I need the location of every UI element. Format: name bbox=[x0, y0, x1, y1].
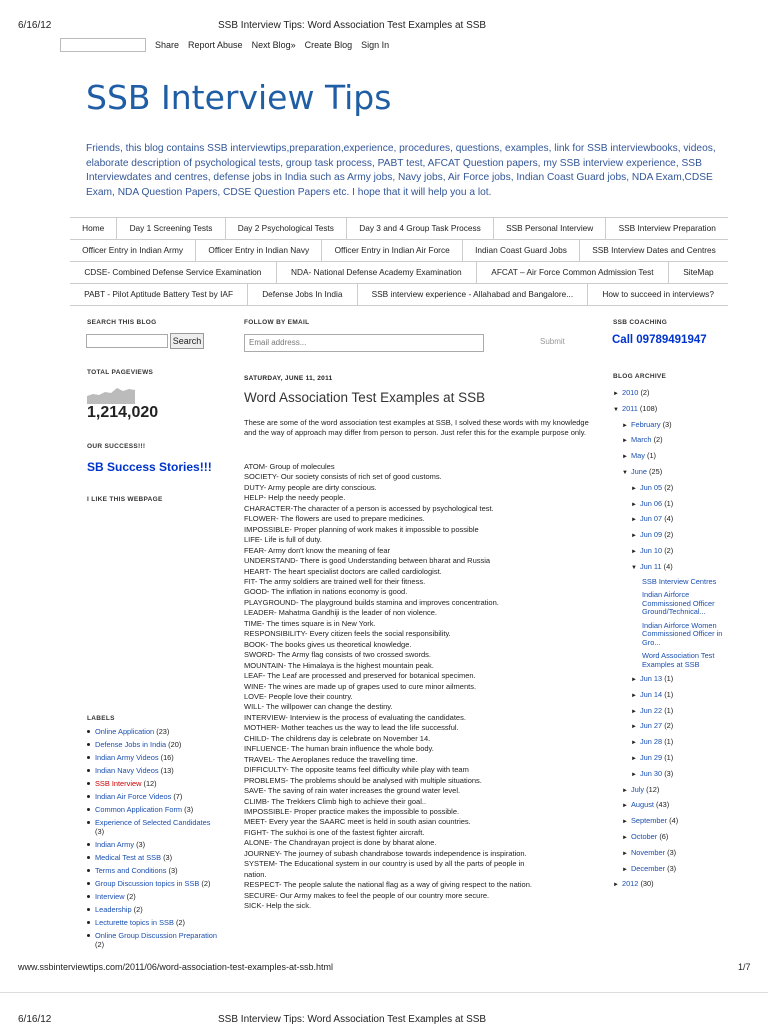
archive-label[interactable]: 2011 bbox=[621, 403, 638, 413]
archive-count: (1) bbox=[664, 705, 674, 715]
archive-item[interactable] bbox=[613, 848, 763, 859]
archive-item[interactable] bbox=[613, 816, 763, 827]
archive-item[interactable] bbox=[613, 388, 763, 399]
archive-post-link[interactable]: SSB Interview Centres bbox=[642, 576, 717, 586]
search-heading: SEARCH THIS BLOG bbox=[87, 319, 157, 326]
archive-label[interactable]: Jun 10 bbox=[639, 545, 663, 555]
success-heading: OUR SUCCESS!!! bbox=[87, 443, 146, 450]
word-association-item: HELP- Help the needy people. bbox=[244, 493, 346, 503]
word-association-item: LOVE- People love their country. bbox=[244, 691, 353, 701]
label-count: (2) bbox=[126, 892, 136, 901]
archive-item[interactable] bbox=[613, 435, 763, 446]
label-name[interactable]: Lecturette topics in SSB bbox=[95, 918, 174, 927]
collapsed-arrow-icon[interactable]: ► bbox=[622, 454, 628, 461]
word-association-item: LIFE- Life is full of duty. bbox=[244, 535, 322, 545]
tab-nda[interactable]: NDA- National Defense Academy Examination bbox=[277, 262, 477, 283]
archive-count: (2) bbox=[664, 482, 674, 492]
word-association-item: GOOD- The inflation in nations economy is good. bbox=[244, 587, 408, 597]
archive-count: (4) bbox=[664, 514, 674, 524]
archive-count: (1) bbox=[664, 689, 674, 699]
archive-item[interactable] bbox=[613, 785, 763, 796]
archive-count: (3) bbox=[664, 768, 674, 778]
tab-army-entry[interactable]: Officer Entry in Indian Army bbox=[70, 240, 196, 261]
label-item[interactable] bbox=[87, 918, 217, 927]
archive-item[interactable] bbox=[613, 769, 763, 780]
page-divider bbox=[0, 992, 768, 993]
word-association-item: LEAF- The Leaf are processed and preserved for botanical specimen. bbox=[244, 671, 476, 681]
word-association-item: HEART- The heart specialist doctors are called cardiologist. bbox=[244, 566, 442, 576]
follow-heading: FOLLOW BY EMAIL bbox=[244, 319, 310, 326]
label-count: (3) bbox=[136, 840, 146, 849]
archive-label[interactable]: July bbox=[630, 784, 645, 794]
archive-count: (1) bbox=[664, 498, 674, 508]
word-association-item: SICK- Help the sick. bbox=[244, 901, 312, 911]
blog-archive bbox=[613, 388, 763, 895]
archive-count: (3) bbox=[662, 419, 672, 429]
label-name[interactable]: Indian Navy Videos bbox=[95, 766, 159, 775]
print-title: SSB Interview Tips: Word Association Test Examples at SSB bbox=[218, 20, 487, 31]
collapsed-arrow-icon[interactable]: ► bbox=[631, 724, 637, 731]
word-association-item: LEADER- Mahatma Gandhiji is the leader of non violence. bbox=[244, 608, 438, 618]
collapsed-arrow-icon[interactable]: ► bbox=[631, 740, 637, 747]
word-association-item: SAVE- The saving of rain water increases the ground water level. bbox=[244, 786, 461, 796]
tab-interview-preparation[interactable]: SSB Interview Preparation bbox=[618, 223, 716, 233]
navbar-search-box[interactable] bbox=[60, 38, 146, 52]
navbar-create-blog-link[interactable]: Create Blog bbox=[304, 40, 353, 50]
success-stories-link[interactable]: SB Success Stories!!! bbox=[87, 460, 212, 474]
archive-label[interactable]: Jun 27 bbox=[639, 721, 663, 731]
navbar-report-abuse-link[interactable]: Report Abuse bbox=[188, 40, 243, 50]
tab-navy-entry[interactable]: Officer Entry in Indian Navy bbox=[196, 240, 322, 261]
tab-row bbox=[70, 283, 728, 306]
label-count: (7) bbox=[173, 792, 183, 801]
label-name[interactable]: Terms and Conditions bbox=[95, 866, 167, 875]
word-association-item: BOOK- The books gives us theoretical knowledge. bbox=[244, 639, 412, 649]
archive-label[interactable]: October bbox=[630, 832, 658, 842]
archive-label[interactable]: Jun 13 bbox=[639, 674, 663, 684]
label-count: (12) bbox=[143, 779, 157, 788]
label-name[interactable]: Defense Jobs in India bbox=[95, 740, 167, 749]
archive-item[interactable] bbox=[613, 721, 763, 732]
word-association-item: WINE- The wines are made up of grapes used to cure minor ailments. bbox=[244, 681, 477, 691]
word-association-item: FIT- The army soldiers are trained well for their fitness. bbox=[244, 576, 426, 586]
archive-heading: BLOG ARCHIVE bbox=[613, 373, 667, 380]
word-association-item: MEET- Every year the SAARC meet is held in south asian countries. bbox=[244, 817, 471, 827]
coaching-heading: SSB COACHING bbox=[613, 319, 668, 326]
label-count: (13) bbox=[160, 766, 174, 775]
search-button[interactable]: Search bbox=[170, 333, 204, 349]
label-count: (23) bbox=[156, 727, 170, 736]
footer-page-number: 1/7 bbox=[738, 962, 751, 972]
tab-afcat[interactable]: AFCAT – Air Force Common Admission Test bbox=[477, 262, 669, 283]
word-association-item: FLOWER- The flowers are used to prepare medicines. bbox=[244, 514, 425, 524]
tab-experience[interactable]: SSB interview experience - Allahabad and Bangalore... bbox=[358, 284, 589, 305]
word-association-item: RESPECT- The people salute the national flag as a way of giving respect to the nation. bbox=[244, 880, 532, 890]
archive-label[interactable]: February bbox=[630, 419, 661, 429]
tab-defense-jobs[interactable]: Defense Jobs In India bbox=[248, 284, 357, 305]
tab-succeed[interactable]: How to succeed in interviews? bbox=[602, 289, 714, 299]
word-association-item: FIGHT- The sukhoi is one of the fastest fighter aircraft. bbox=[244, 827, 425, 837]
page-tabs bbox=[70, 217, 728, 306]
archive-label[interactable]: Jun 22 bbox=[639, 705, 663, 715]
archive-count: (43) bbox=[656, 800, 670, 810]
archive-item[interactable] bbox=[613, 451, 763, 462]
archive-item[interactable] bbox=[613, 879, 763, 890]
collapsed-arrow-icon[interactable]: ► bbox=[631, 771, 637, 778]
archive-label[interactable]: Jun 30 bbox=[639, 768, 663, 778]
label-item[interactable] bbox=[87, 766, 217, 775]
archive-count: (2) bbox=[664, 545, 674, 555]
archive-item[interactable] bbox=[613, 832, 763, 843]
label-item[interactable] bbox=[87, 840, 217, 849]
word-association-item: PROBLEMS- The problems should be analysed with multiple situations. bbox=[244, 775, 482, 785]
archive-count: (12) bbox=[646, 784, 660, 794]
archive-count: (4) bbox=[663, 561, 673, 571]
label-name[interactable]: Indian Army bbox=[95, 840, 135, 849]
tab-day2[interactable]: Day 2 Psychological Tests bbox=[226, 218, 348, 239]
label-count: (2) bbox=[201, 879, 211, 888]
archive-count: (2) bbox=[664, 721, 674, 731]
word-association-item: WILL- The willpower can change the destiny. bbox=[244, 702, 393, 712]
label-item[interactable] bbox=[87, 753, 217, 762]
label-name[interactable]: Leadership bbox=[95, 905, 132, 914]
label-item[interactable] bbox=[87, 905, 217, 914]
collapsed-arrow-icon[interactable]: ► bbox=[631, 677, 637, 684]
tab-sitemap[interactable]: SiteMap bbox=[683, 267, 714, 277]
label-count: (2) bbox=[175, 918, 185, 927]
label-count: (3) bbox=[168, 866, 178, 875]
label-name[interactable]: Experience of Selected Candidates bbox=[95, 818, 211, 827]
archive-count: (1) bbox=[646, 451, 657, 461]
archive-label[interactable]: June bbox=[630, 466, 647, 476]
archive-item[interactable] bbox=[613, 514, 763, 525]
archive-label[interactable]: Jun 11 bbox=[639, 561, 662, 571]
collapsed-arrow-icon[interactable]: ► bbox=[613, 391, 619, 397]
archive-label[interactable]: August bbox=[630, 800, 654, 810]
label-count: (3) bbox=[184, 805, 194, 814]
archive-label[interactable]: Jun 29 bbox=[639, 753, 663, 763]
label-item[interactable] bbox=[87, 779, 217, 788]
archive-item[interactable] bbox=[613, 404, 763, 415]
archive-post-link[interactable]: Indian Airforce Commissioned Officer Ground/Technical... bbox=[642, 589, 715, 617]
label-name[interactable]: Interview bbox=[95, 892, 125, 901]
tab-day1[interactable]: Day 1 Screening Tests bbox=[117, 218, 225, 239]
expanded-arrow-icon[interactable]: ▼ bbox=[622, 469, 628, 476]
archive-item[interactable] bbox=[613, 690, 763, 701]
label-item[interactable] bbox=[87, 818, 217, 836]
labels-heading: LABELS bbox=[87, 715, 115, 722]
collapsed-arrow-icon[interactable]: ► bbox=[622, 850, 628, 857]
archive-label[interactable]: March bbox=[630, 435, 652, 445]
archive-item[interactable] bbox=[613, 737, 763, 748]
archive-item[interactable] bbox=[613, 546, 763, 557]
tab-row bbox=[70, 217, 728, 239]
blogger-navbar bbox=[60, 38, 389, 52]
label-name[interactable]: Online Group Discussion Preparation bbox=[95, 931, 218, 940]
expanded-arrow-icon[interactable]: ▼ bbox=[631, 564, 637, 571]
label-count: (16) bbox=[160, 753, 174, 762]
word-association-item: SYSTEM- The Educational system in our country is used by all the parts of people in bbox=[244, 859, 525, 869]
pageviews-heading: TOTAL PAGEVIEWS bbox=[87, 369, 154, 376]
archive-item[interactable] bbox=[613, 706, 763, 717]
label-item[interactable] bbox=[87, 792, 217, 801]
word-association-item: JOURNEY- The journey of subash chandrabose towards independence is inspiration. bbox=[244, 848, 527, 858]
word-association-item: CHILD- The childrens day is celebrate on November 14. bbox=[244, 733, 431, 743]
post-intro: These are some of the word association test examples at SSB, I solved these words with my knowledge and the way of approach may differ from person to person. Just refer this for the example purpose only. bbox=[244, 418, 589, 438]
word-association-item: PLAYGROUND- The playground builds stamina and improves concentration. bbox=[244, 597, 499, 607]
archive-count: (30) bbox=[640, 879, 654, 889]
label-name[interactable]: SSB Interview bbox=[95, 779, 142, 788]
collapsed-arrow-icon[interactable]: ► bbox=[622, 438, 628, 445]
collapsed-arrow-icon[interactable]: ► bbox=[622, 835, 628, 842]
archive-label[interactable]: Jun 05 bbox=[639, 482, 663, 492]
tab-personal-interview[interactable]: SSB Personal Interview bbox=[494, 218, 606, 239]
collapsed-arrow-icon[interactable]: ► bbox=[631, 533, 637, 540]
archive-label[interactable]: Jun 09 bbox=[639, 530, 663, 540]
archive-item[interactable] bbox=[613, 499, 763, 510]
label-item[interactable] bbox=[87, 879, 217, 888]
word-association-item: ATOM- Group of molecules bbox=[244, 462, 335, 471]
archive-item[interactable] bbox=[613, 562, 763, 573]
post-title[interactable]: Word Association Test Examples at SSB bbox=[244, 390, 486, 405]
print-date: 6/16/12 bbox=[18, 20, 52, 31]
word-association-item: MOUNTAIN- The Himalaya is the highest mountain peak. bbox=[244, 660, 434, 670]
word-association-item: CHARACTER-The character of a person is accessed by psychological test. bbox=[244, 503, 494, 513]
archive-count: (3) bbox=[667, 863, 677, 873]
collapsed-arrow-icon[interactable]: ► bbox=[622, 803, 628, 810]
archive-item[interactable] bbox=[613, 864, 763, 875]
email-field[interactable]: Email address... bbox=[244, 334, 484, 352]
word-association-item: TRAVEL- The Aeroplanes reduce the travelling time. bbox=[244, 754, 418, 764]
word-association-item: INTERVIEW- Interview is the process of evaluating the candidates. bbox=[244, 712, 466, 722]
labels-list bbox=[87, 727, 217, 953]
word-association-item: DIFFICULTY- The opposite teams feel difficulty while play with team bbox=[244, 765, 469, 775]
label-item[interactable] bbox=[87, 892, 217, 901]
label-name[interactable]: Medical Test at SSB bbox=[95, 853, 161, 862]
word-association-item: IMPOSSIBLE- Proper planning of work makes it impossible to possible bbox=[244, 524, 479, 534]
label-count: (3) bbox=[95, 827, 105, 836]
word-association-item: DUTY- Army people are dirty conscious. bbox=[244, 482, 377, 492]
collapsed-arrow-icon[interactable]: ► bbox=[631, 708, 637, 715]
collapsed-arrow-icon[interactable]: ► bbox=[622, 866, 628, 873]
label-item[interactable] bbox=[87, 805, 217, 814]
archive-count: (3) bbox=[667, 847, 677, 857]
archive-item[interactable] bbox=[613, 800, 763, 811]
submit-button[interactable]: Submit bbox=[540, 337, 565, 346]
archive-label[interactable]: Jun 07 bbox=[639, 514, 663, 524]
collapsed-arrow-icon[interactable]: ► bbox=[622, 787, 628, 794]
label-item[interactable] bbox=[87, 866, 217, 875]
collapsed-arrow-icon[interactable]: ► bbox=[622, 819, 628, 826]
call-number: Call 09789491947 bbox=[612, 334, 707, 346]
label-count: (20) bbox=[168, 740, 182, 749]
tab-airforce-entry[interactable]: Officer Entry in Indian Air Force bbox=[322, 240, 463, 261]
next-print-date: 6/16/12 bbox=[18, 1014, 52, 1024]
word-association-item: INFLUENCE- The human brain influence the whole body. bbox=[244, 744, 434, 754]
footer-url: www.ssbinterviewtips.com/2011/06/word-association-test-examples-at-ssb.html bbox=[18, 962, 333, 972]
next-print-title: SSB Interview Tips: Word Association Test Examples at SSB bbox=[218, 1014, 487, 1024]
label-name[interactable]: Online Application bbox=[95, 727, 155, 736]
collapsed-arrow-icon[interactable]: ► bbox=[631, 501, 637, 508]
tab-coast-guard[interactable]: Indian Coast Guard Jobs bbox=[463, 240, 580, 261]
word-association-item: ALONE- The Chandrayan project is done by bharat alone. bbox=[244, 838, 437, 848]
archive-item[interactable] bbox=[613, 467, 763, 478]
archive-count: (2) bbox=[653, 435, 663, 445]
collapsed-arrow-icon[interactable]: ► bbox=[631, 692, 637, 699]
archive-count: (2) bbox=[640, 388, 650, 397]
archive-count: (108) bbox=[639, 403, 658, 413]
word-association-item: RESPONSIBILITY- Every citizen feels the social responsibility. bbox=[244, 629, 451, 639]
word-association-item: CLIMB- The Trekkers Climb high to achieve their goal.. bbox=[244, 796, 427, 806]
label-count: (2) bbox=[95, 940, 105, 949]
archive-count: (1) bbox=[664, 737, 674, 747]
like-heading: I LIKE THIS WEBPAGE bbox=[87, 496, 163, 503]
archive-item[interactable] bbox=[613, 483, 763, 494]
word-association-item: FEAR- Army don't know the meaning of fear bbox=[244, 545, 391, 555]
archive-label[interactable]: May bbox=[630, 451, 645, 461]
navbar-share-link[interactable]: Share bbox=[155, 40, 180, 50]
word-association-item: nation. bbox=[244, 869, 267, 879]
navbar-next-blog-link[interactable]: Next Blog» bbox=[251, 40, 296, 50]
collapsed-arrow-icon[interactable]: ► bbox=[622, 422, 628, 429]
expanded-arrow-icon[interactable]: ▼ bbox=[613, 406, 619, 413]
archive-count: (1) bbox=[664, 753, 674, 763]
tab-cdse[interactable]: CDSE- Combined Defense Service Examination bbox=[70, 262, 277, 283]
archive-post-link[interactable]: Word Association Test Examples at SSB bbox=[642, 651, 715, 669]
archive-item[interactable] bbox=[613, 753, 763, 764]
archive-label[interactable]: 2012 bbox=[621, 879, 639, 889]
navbar-sign-in-link[interactable]: Sign In bbox=[361, 40, 390, 50]
tab-day3-4[interactable]: Day 3 and 4 Group Task Process bbox=[347, 218, 494, 239]
archive-item[interactable] bbox=[613, 674, 763, 685]
word-association-item: TIME- The times square is in New York. bbox=[244, 618, 376, 628]
post-date: SATURDAY, JUNE 11, 2011 bbox=[244, 375, 333, 382]
collapsed-arrow-icon[interactable]: ► bbox=[613, 882, 619, 889]
label-item[interactable] bbox=[87, 727, 217, 736]
label-count: (2) bbox=[133, 905, 143, 914]
archive-count: (25) bbox=[649, 466, 663, 476]
collapsed-arrow-icon[interactable]: ► bbox=[631, 756, 637, 763]
archive-count: (1) bbox=[664, 674, 674, 684]
archive-label[interactable]: Jun 06 bbox=[639, 498, 663, 508]
archive-label[interactable]: Jun 14 bbox=[639, 689, 663, 699]
blog-title[interactable]: SSB Interview Tips bbox=[86, 78, 392, 117]
word-association-item: SOCIETY- Our society consists of rich set of good customs. bbox=[244, 472, 442, 482]
archive-count: (6) bbox=[659, 832, 669, 842]
archive-count: (2) bbox=[664, 530, 674, 540]
label-name[interactable]: Indian Army Videos bbox=[95, 753, 159, 762]
label-item[interactable] bbox=[87, 931, 217, 949]
pageviews-sparkline bbox=[87, 382, 135, 404]
tab-home[interactable]: Home bbox=[70, 218, 117, 239]
label-name[interactable]: Common Application Form bbox=[95, 805, 183, 814]
label-name[interactable]: Group Discussion topics in SSB bbox=[95, 879, 200, 888]
archive-label[interactable]: Jun 28 bbox=[639, 737, 663, 747]
archive-item[interactable] bbox=[613, 530, 763, 541]
word-list bbox=[244, 462, 604, 911]
archive-count: (4) bbox=[669, 816, 679, 826]
word-association-item: SECURE- Our Army makes to feel the people of our country more secure. bbox=[244, 890, 490, 900]
label-name[interactable]: Indian Air Force Videos bbox=[95, 792, 172, 801]
collapsed-arrow-icon[interactable]: ► bbox=[631, 548, 637, 555]
word-association-item: MOTHER- Mother teaches us the way to lead the life successful. bbox=[244, 723, 459, 733]
tab-dates-centres[interactable]: SSB Interview Dates and Centres bbox=[592, 245, 716, 255]
collapsed-arrow-icon[interactable]: ► bbox=[631, 517, 637, 524]
label-item[interactable] bbox=[87, 740, 217, 749]
archive-item[interactable] bbox=[613, 420, 763, 431]
archive-label[interactable]: November bbox=[630, 847, 666, 857]
word-association-item: IMPOSSIBLE- Proper practice makes the impossible to possible. bbox=[244, 806, 460, 816]
search-input[interactable] bbox=[86, 334, 168, 348]
label-item[interactable] bbox=[87, 853, 217, 862]
tab-row bbox=[70, 239, 728, 261]
archive-label[interactable]: 2010 bbox=[621, 388, 639, 397]
archive-post-link[interactable]: Indian Airforce Women Commissioned Officer in Gro... bbox=[642, 620, 723, 647]
word-association-item: SWORD- The Army flag consists of two crossed swords. bbox=[244, 650, 431, 660]
tab-row bbox=[70, 261, 728, 283]
pageviews-count: 1,214,020 bbox=[87, 404, 159, 421]
label-count: (3) bbox=[163, 853, 173, 862]
word-association-item: UNDERSTAND- There is good Understanding between bharat and Russia bbox=[244, 556, 491, 566]
archive-label[interactable]: December bbox=[630, 863, 666, 873]
archive-label[interactable]: September bbox=[630, 816, 668, 826]
tab-pabt[interactable]: PABT - Pilot Aptitude Battery Test by IAF bbox=[70, 284, 248, 305]
collapsed-arrow-icon[interactable]: ► bbox=[631, 485, 637, 492]
blog-description: Friends, this blog contains SSB interviewtips,preparation,experience, procedures, questions, examples, link for SSB interviewbooks, videos, elaborate description of psychological tests, group task process, PABT test, AFCAT Question papers, my SSB interview experience, SSB Interviewdates and centres, defense jobs in India such as Army jobs, Navy jobs, Air Force jobs, Indian Coast Guard jobs, NDA Exam,CDSE Exam, NDA Question Papers, CDSE Question Papers etc. I hope that it will help you a lot. bbox=[86, 143, 716, 198]
